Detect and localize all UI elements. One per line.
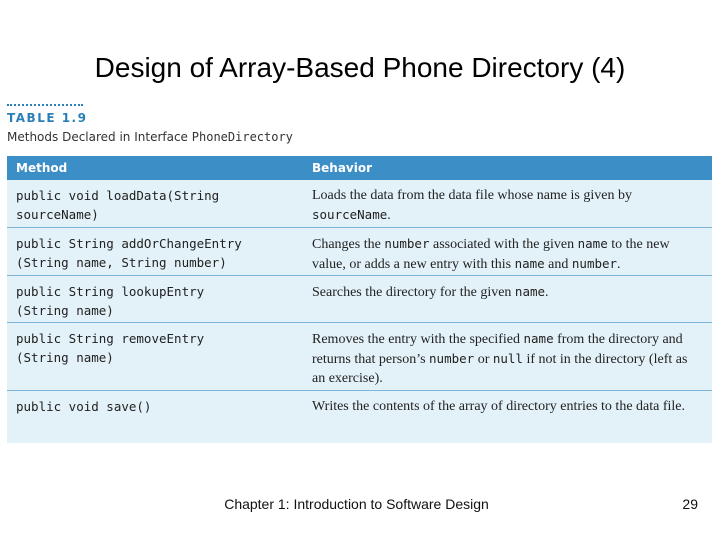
table-caption-code: PhoneDirectory	[191, 130, 293, 144]
header-method: Method	[16, 161, 68, 175]
behavior-description	[312, 397, 692, 416]
table-number: TABLE 1.9	[7, 111, 88, 125]
table-row	[7, 322, 712, 390]
table-caption	[7, 130, 293, 144]
code-term: name	[514, 284, 546, 299]
method-signature: public String lookupEntry (String name)	[16, 284, 205, 318]
table-row	[7, 180, 712, 227]
behavior-text: or	[474, 352, 493, 367]
code-term: name	[514, 256, 545, 271]
behavior-text: Changes the	[312, 237, 385, 252]
code-term: null	[492, 351, 523, 366]
slide-title: Design of Array-Based Phone Directory (4)	[94, 52, 626, 83]
code-term: sourceName	[312, 207, 388, 222]
behavior-text: if not in the directory (left as an exercise).	[312, 352, 688, 386]
behavior-text: and	[544, 257, 572, 272]
table-row	[7, 275, 712, 322]
method-signature: public void save()	[16, 399, 152, 414]
behavior-description	[312, 329, 692, 388]
behavior-text: Searches the directory for the given	[312, 285, 515, 300]
table-caption-text: Methods Declared in Interface	[7, 130, 192, 144]
method-signature: public void loadData(String sourceName)	[16, 188, 220, 222]
behavior-text: Removes the entry with the specified	[312, 332, 524, 347]
method-signature: public String addOrChangeEntry (String name, String number)	[16, 236, 242, 270]
behavior-text: .	[545, 285, 549, 300]
behavior-text: .	[387, 208, 391, 223]
behavior-text: from the directory and returns that person’s	[312, 332, 683, 367]
code-term: number	[429, 351, 475, 366]
code-term: name	[523, 331, 554, 346]
page-number: 29	[682, 496, 698, 512]
behavior-text: Loads the data from the data file whose name is given by	[312, 188, 632, 203]
table-row	[7, 227, 712, 275]
code-term: name	[577, 236, 608, 251]
behavior-text: Writes the contents of the array of directory entries to the data file.	[312, 399, 686, 414]
method-signature: public String removeEntry (String name)	[16, 331, 205, 365]
methods-table	[7, 156, 712, 443]
behavior-text: associated with the given	[429, 237, 578, 252]
code-term: number	[571, 256, 618, 271]
code-term: number	[384, 236, 430, 251]
behavior-description	[312, 186, 692, 225]
table-row	[7, 390, 712, 443]
behavior-description	[312, 234, 692, 274]
header-behavior: Behavior	[312, 161, 373, 175]
behavior-description	[312, 282, 692, 302]
behavior-text: .	[617, 257, 621, 272]
behavior-text: to the new value, or adds a new entry with this	[312, 237, 670, 272]
table-header	[7, 156, 712, 180]
table-body	[7, 180, 712, 443]
table-decoration-dots	[7, 104, 83, 106]
footer-chapter: Chapter 1: Introduction to Software Design	[224, 496, 489, 512]
